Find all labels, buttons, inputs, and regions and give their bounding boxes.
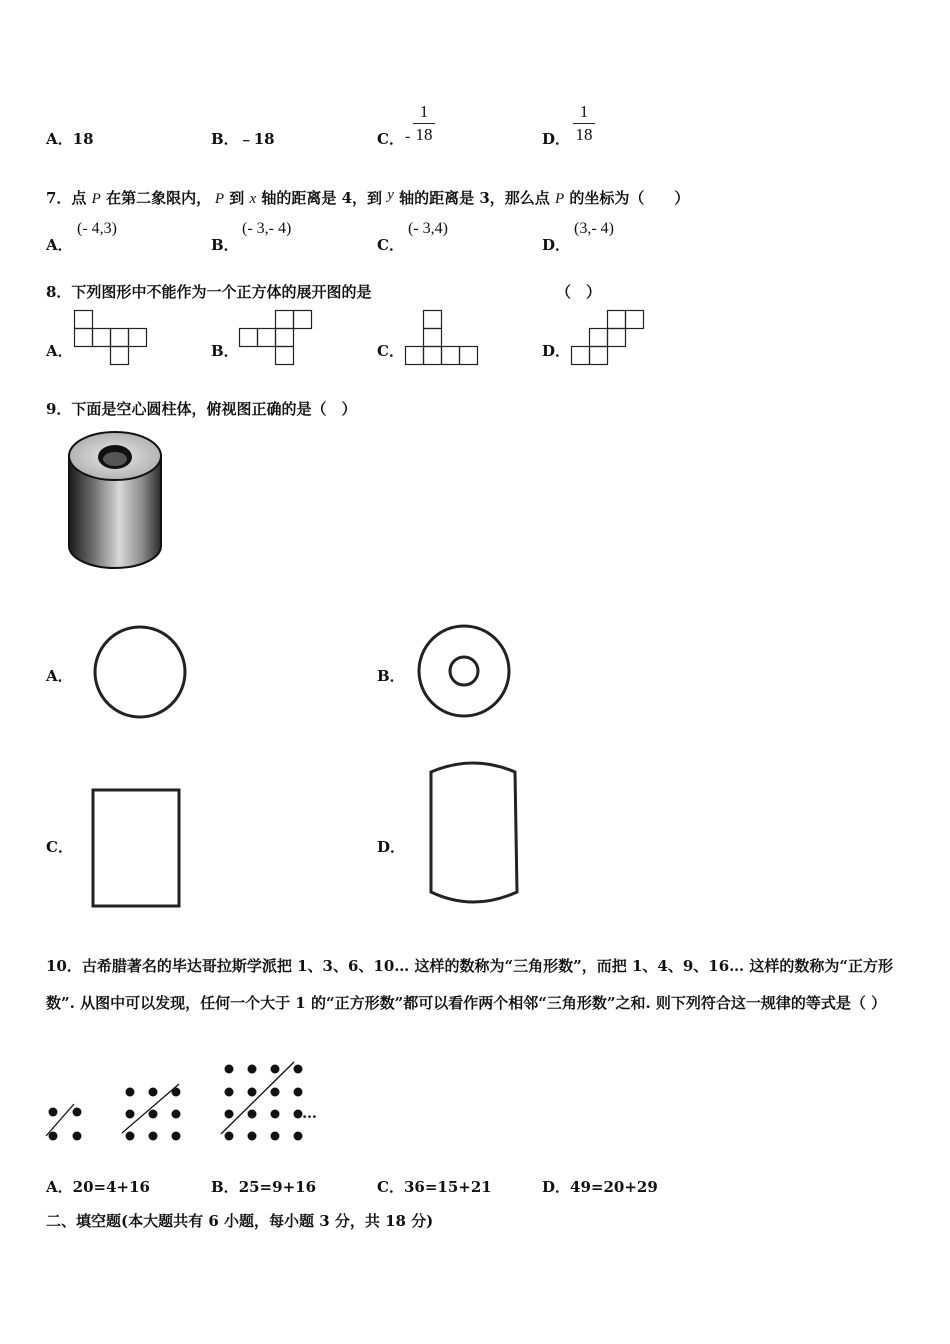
q9-option-b-label[interactable]: B． bbox=[377, 667, 405, 685]
q6-option-d-fraction: 1 18 bbox=[573, 102, 595, 145]
q7-option-a-label[interactable]: A． bbox=[46, 236, 73, 254]
q9-stem: 9．下面是空心圆柱体，俯视图正确的是（ ） bbox=[46, 400, 357, 418]
q6-option-c-sign: - bbox=[405, 128, 411, 145]
q8-stem: 8．下列图形中不能作为一个正方体的展开图的是 bbox=[46, 283, 372, 301]
q10-stem: 10．古希腊著名的毕达哥拉斯学派把 1、3、6、10… 这样的数称为“三角形数”，而把 1、4、9、16… 这样的数称为“正方形数”. 从图中可以发现，任何一个大于 1 的“正方形数”都可以看作两个相邻“三角形数”之和. 则下列符合这一规律的等式是（ ） bbox=[46, 957, 894, 1012]
q7-option-c-label[interactable]: C． bbox=[377, 236, 404, 254]
q6-option-b[interactable]: B．﹣18 bbox=[211, 130, 275, 148]
q6-option-a[interactable]: A．18 bbox=[46, 130, 94, 148]
q10-dots-ellipsis: … bbox=[302, 1104, 317, 1122]
q8-option-d-label[interactable]: D． bbox=[542, 342, 571, 360]
q7-option-d-label[interactable]: D． bbox=[542, 236, 571, 254]
q9-option-c-label[interactable]: C． bbox=[46, 838, 73, 856]
q10-option-c[interactable]: C．36=15+21 bbox=[377, 1178, 492, 1196]
hollow-cylinder-image bbox=[64, 428, 166, 576]
q6-option-c-label[interactable]: C． bbox=[377, 130, 404, 148]
q10-dot-pattern bbox=[44, 1062, 334, 1147]
q9-option-d-label[interactable]: D． bbox=[377, 838, 406, 856]
q6-option-c-fraction: 1 18 bbox=[413, 102, 435, 145]
q7-option-c-value: (- 3,4) bbox=[408, 220, 448, 237]
q7-stem: 7．点 P 在第二象限内， P 到 x 轴的距离是 4，到 y 轴的距离是 3，那么点 P 的坐标为（ ） bbox=[46, 187, 690, 207]
q9-option-a-label[interactable]: A． bbox=[46, 667, 73, 685]
q8-option-c-label[interactable]: C． bbox=[377, 342, 404, 360]
q8-option-a-net bbox=[74, 310, 148, 366]
q8-option-b-net bbox=[239, 310, 313, 366]
q9-option-a-circle bbox=[92, 625, 188, 721]
q8-option-b-label[interactable]: B． bbox=[211, 342, 239, 360]
q10-option-a[interactable]: A．20=4+16 bbox=[46, 1178, 150, 1196]
section-2-heading: 二、填空题(本大题共有 6 小题，每小题 3 分，共 18 分) bbox=[46, 1212, 434, 1230]
q8-option-a-label[interactable]: A． bbox=[46, 342, 73, 360]
q8-option-d-net bbox=[571, 310, 647, 366]
q7-option-d-value: (3,- 4) bbox=[574, 220, 614, 237]
q9-option-c-rectangle bbox=[91, 788, 183, 910]
q9-option-b-ring bbox=[416, 624, 514, 722]
q6-option-d-label[interactable]: D． bbox=[542, 130, 571, 148]
q7-option-b-label[interactable]: B． bbox=[211, 236, 239, 254]
q8-answer-paren: （ ） bbox=[556, 283, 602, 301]
q10-option-d[interactable]: D．49=20+29 bbox=[542, 1178, 658, 1196]
q7-option-a-value: (- 4,3) bbox=[77, 220, 117, 237]
q10-option-b[interactable]: B．25=9+16 bbox=[211, 1178, 317, 1196]
q8-option-c-net bbox=[405, 310, 481, 366]
q7-option-b-value: (- 3,- 4) bbox=[242, 220, 292, 237]
q9-option-d-barrel bbox=[426, 758, 522, 912]
